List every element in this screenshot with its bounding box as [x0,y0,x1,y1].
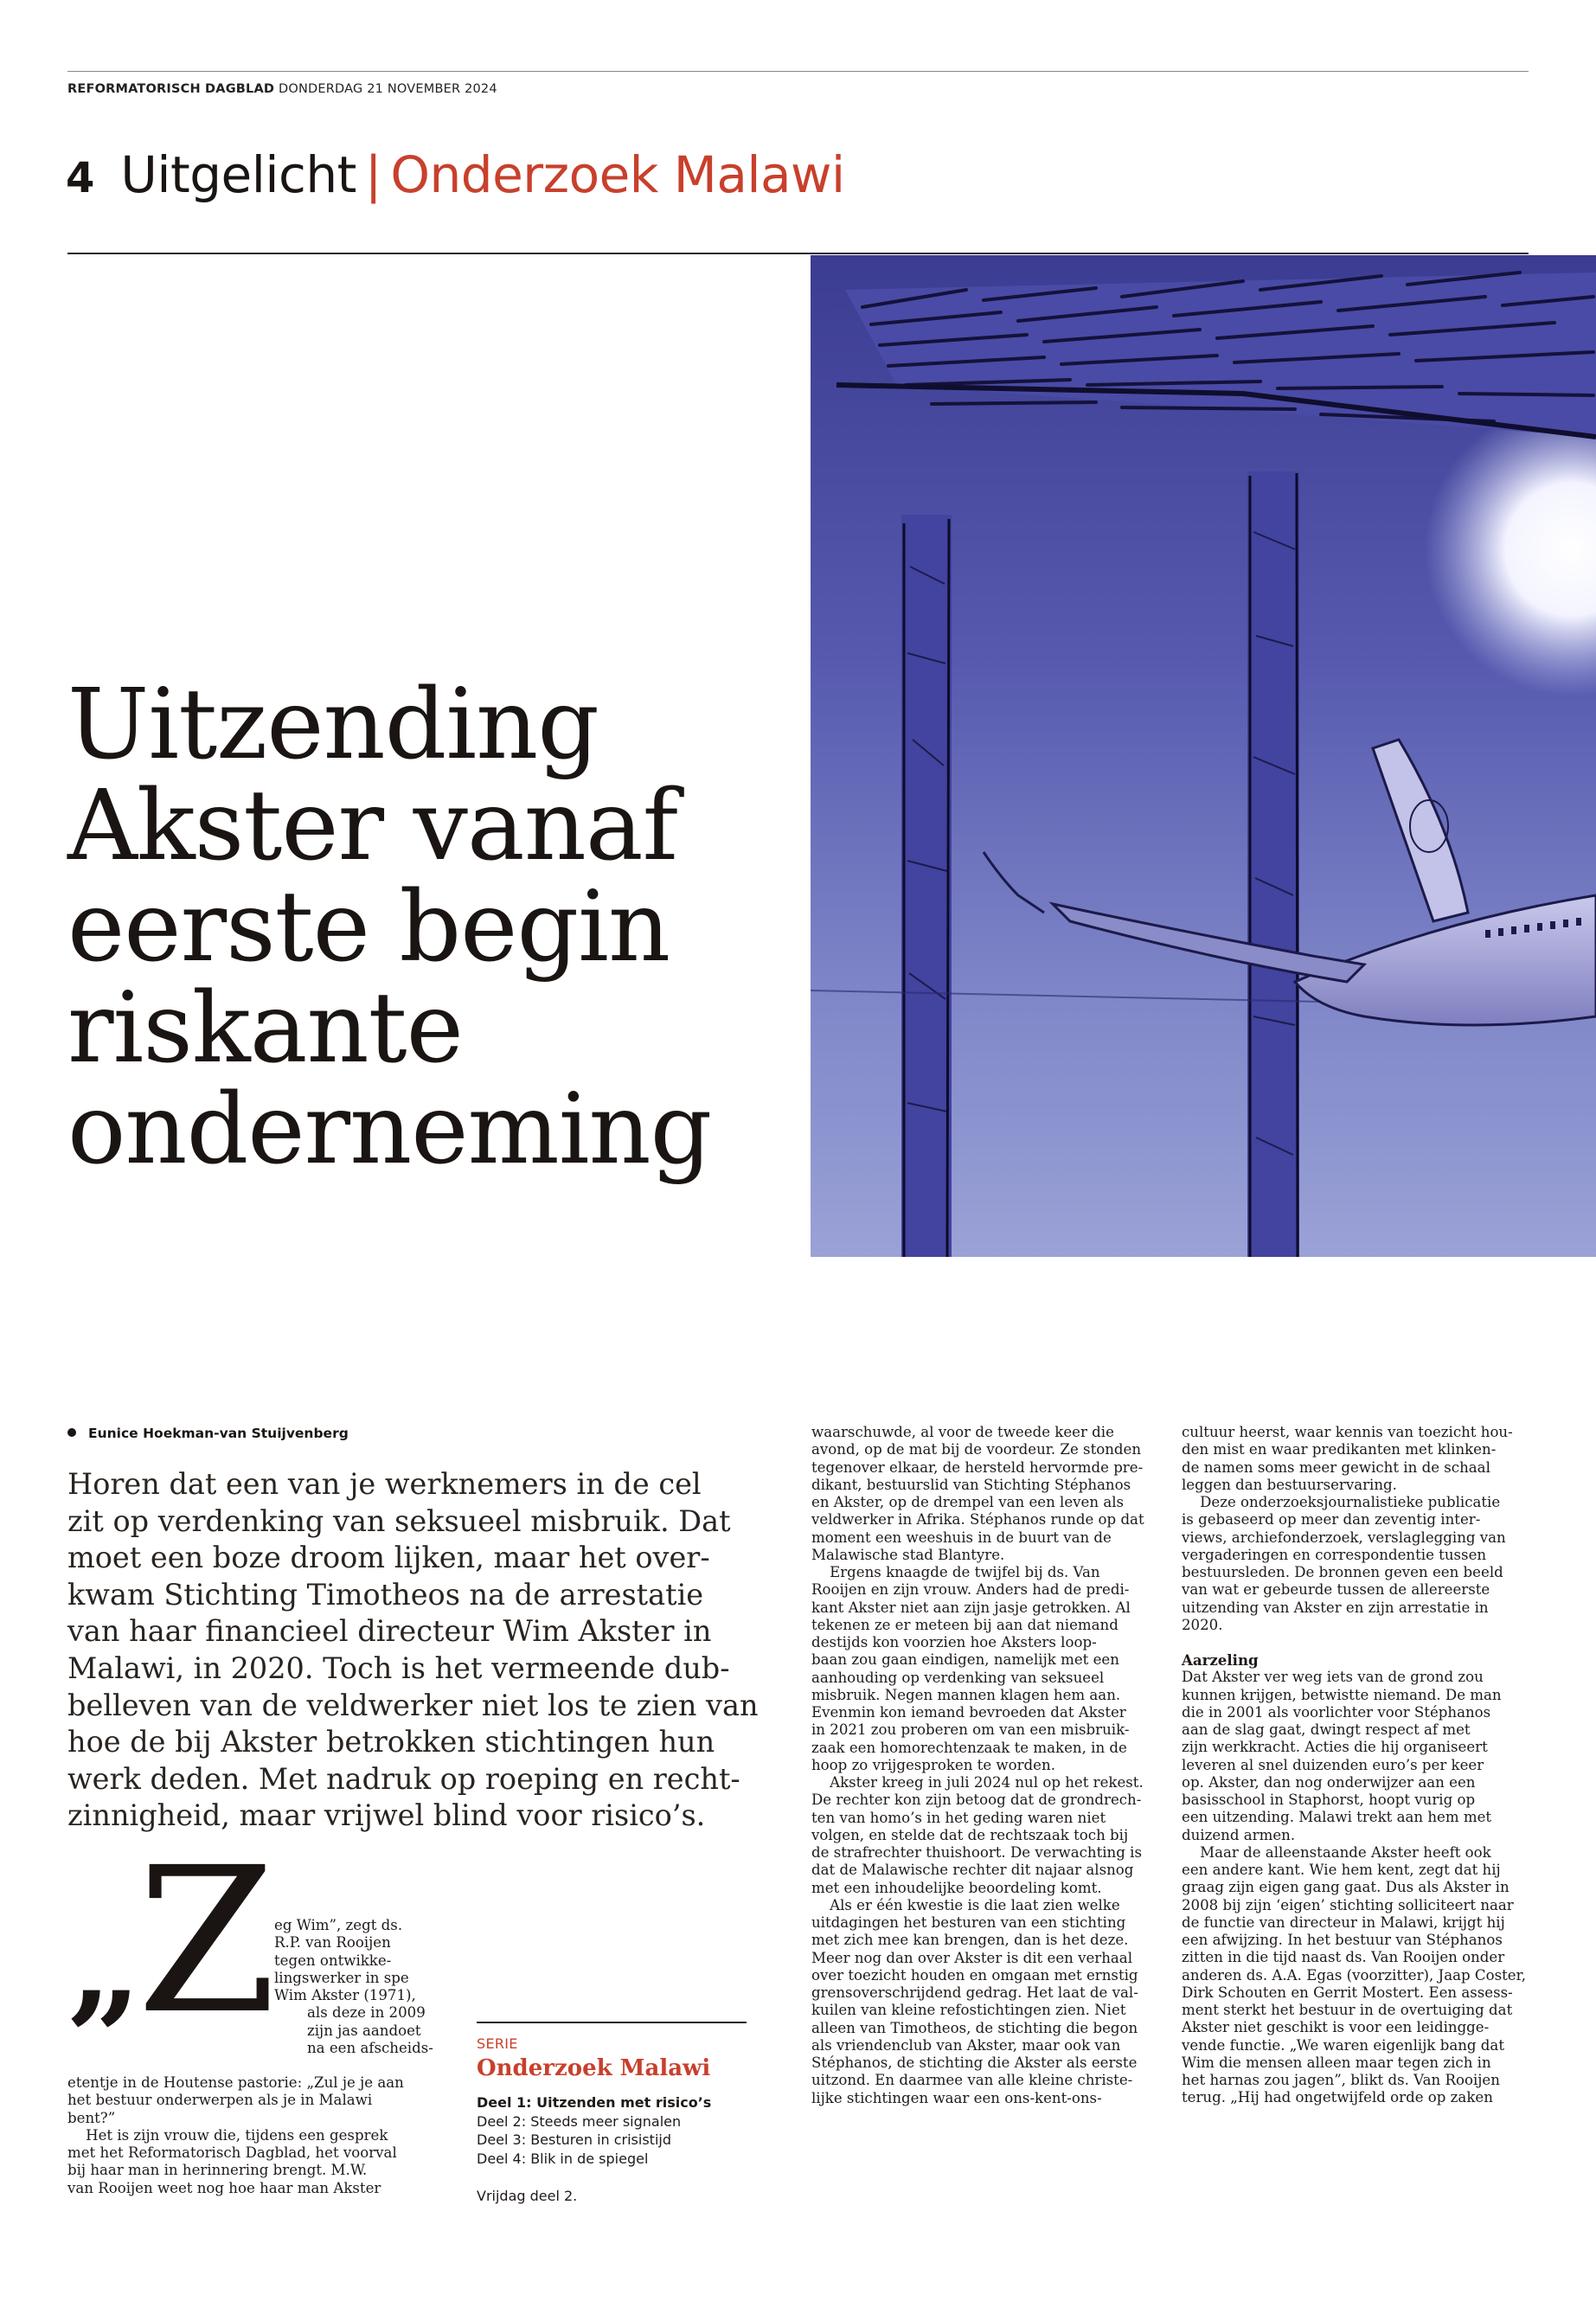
author-name: Eunice Hoekman-van Stuijvenberg [88,1426,349,1441]
body-line: zijn werkkracht. Acties die hij organiseert [1182,1739,1488,1756]
body-line: basisschool in Staphorst, hoopt vurig op [1182,1791,1476,1808]
body-line: avond, op de mat bij de voordeur. Ze stonden [811,1441,1142,1458]
body-line: lijke stichtingen waar een ons-kent-ons- [811,2089,1102,2106]
body-line: tekenen ze er meteen bij aan dat niemand [811,1616,1118,1633]
byline-bullet-icon [67,1428,76,1437]
body-line: anderen ds. A.A. Egas (voorzitter), Jaap Coster, [1182,1966,1526,1984]
body-line: Rooijen en zijn vrouw. Anders had de predi- [811,1581,1130,1599]
series-part: Deel 3: Besturen in crisistijd [477,2131,671,2148]
body-column-1-top [274,1917,433,2057]
issue-date: DONDERDAG 21 NOVEMBER 2024 [278,82,497,96]
body-line: vergaderingen en correspondentie tussen [1182,1546,1487,1563]
body-column-1-bottom [67,2074,404,2197]
body-line: Wim die mensen alleen maar tegen zich in [1182,2054,1491,2071]
body-line: een afwijzing. In het bestuur van Stéphanos [1182,1932,1503,1948]
section-name: Uitgelicht [120,145,356,204]
body-line: misbruik. Negen mannen klagen hem aan. [811,1686,1121,1703]
body-line: over toezicht houden en omgaan met ernstig [811,1966,1138,1984]
body-line: bij haar man in herinnering brengt. M.W. [67,2162,368,2179]
body-line: vende functie. „We waren eigenlijk bang dat [1182,2036,1504,2054]
subheading: Aarzeling [1182,1651,1259,1669]
headline-line: riskante [67,972,463,1085]
body-line: aanhouding op verdenking van seksueel [811,1669,1105,1686]
headline-line: Uitzending [67,669,599,781]
body-line: etentje in de Houtense pastorie: „Zul je je aan [67,2074,404,2091]
body-line: waarschuwde, al voor de tweede keer die [811,1424,1114,1440]
body-line: ten van homo’s in het geding waren niet [811,1809,1106,1826]
body-line: dikant, bestuurslid van Stichting Stéphanos [811,1476,1131,1493]
body-line: lingswerker in spe [274,1969,409,1986]
body-line: van wat er gebeurde tussen de allereerste [1182,1581,1490,1599]
headline-line: Akster vanaf [67,770,678,882]
lead-line: van haar financieel directeur Wim Akster in [67,1614,712,1649]
lead-line: belleven van de veldwerker niet los te zien van [67,1688,759,1722]
body-line: Deze onderzoeksjournalistieke publicatie [1182,1494,1501,1510]
body-line: is gebaseerd op meer dan zeventig inter- [1182,1511,1481,1529]
series-label: SERIE [477,2035,518,2052]
body-line: duizend armen. [1182,1826,1296,1843]
body-line: Meer nog dan over Akster is dit een verhaal [811,1949,1133,1966]
body-line: de functie van directeur in Malawi, krijgt hij [1182,1913,1505,1931]
body-line: het harnas zou jagen”, blikt ds. Van Rooijen [1182,2072,1500,2088]
drop-cap-quote: „ [67,1889,143,2041]
body-line: Stéphanos, de stichting die Akster als eerste [811,2054,1138,2071]
body-line: tegenover elkaar, de hersteld hervormde pre- [811,1458,1144,1476]
body-line: De rechter kon zijn betoog dat de grondrech- [811,1791,1142,1809]
body-line: leveren al snel duizenden euro’s per keer [1182,1756,1484,1773]
body-line: Wim Akster (1971), [274,1987,416,2003]
body-column-4 [1182,1424,1526,2107]
body-line: in 2021 zou proberen om van een misbruik- [811,1721,1130,1739]
body-line: kant Akster niet aan zijn jasje getrokken. Al [811,1599,1131,1616]
body-line: eg Wim”, zegt ds. [274,1917,403,1933]
body-line: R.P. van Rooijen [274,1934,391,1952]
body-line: uitdagingen het besturen van een stichting [811,1914,1126,1931]
body-line: uitzending van Akster en zijn arrestatie in [1182,1599,1489,1616]
drop-cap [67,1824,277,2058]
body-line: Akster niet geschikt is voor een leidingge- [1182,2019,1490,2036]
body-column-3 [811,1424,1144,2107]
body-line: tegen ontwikke- [274,1952,392,1969]
section-header [66,145,845,204]
body-line: moment een weeshuis in de buurt van de [811,1529,1112,1546]
lead-line: Horen dat een van je werknemers in de cel [67,1467,702,1501]
body-line: Ergens knaagde de twijfel bij ds. Van [811,1564,1100,1580]
body-line: ment sterkt het bestuur in de overtuiging dat [1182,2002,1513,2018]
headline-line: onderneming [67,1074,712,1186]
body-line: na een afscheids- [307,2039,433,2056]
body-line: bent?” [67,2109,116,2126]
body-line: een andere kant. Wie hem kent, zegt dat hij [1182,1862,1501,1878]
series-parts [477,2093,747,2168]
series-next: Vrijdag deel 2. [477,2188,578,2204]
body-line: dat de Malawische rechter dit najaar alsnog [811,1862,1134,1879]
body-line: aan de slag gaat, dwingt respect af met [1182,1721,1471,1738]
drop-cap-letter: Z [137,1824,277,2058]
lead-line: zinnigheid, maar vrijwel blind voor risico’s. [67,1798,706,1833]
headline-line: eerste begin [67,871,670,984]
lead-paragraph [67,1466,760,1835]
body-line: 2008 bij zijn ‘eigen’ stichting solliciteert naar [1182,1896,1514,1913]
body-line: het bestuur onderwerpen als je in Malawi [67,2092,373,2109]
body-line: als deze in 2009 [307,2004,426,2022]
body-line: zitten in die tijd naast ds. Van Rooijen onder [1182,1949,1505,1966]
series-part-current: Deel 1: Uitzenden met risico’s [477,2094,712,2111]
body-line: als vriendenclub van Akster, maar ook van [811,2036,1121,2054]
lead-line: moet een boze droom lijken, maar het over- [67,1541,710,1575]
section-topic: Onderzoek Malawi [390,145,845,204]
body-line: alleen van Timotheos, de stichting die begon [811,2019,1138,2036]
body-line: Akster kreeg in juli 2024 nul op het rekest. [811,1774,1144,1791]
body-line: grensoverschrijdend gedrag. Het laat de val- [811,1984,1138,2001]
body-line: zaak een homorechtenzaak te maken, in de [811,1739,1127,1756]
body-line: baan zou gaan eindigen, namelijk met een [811,1651,1119,1669]
headline [67,669,794,1186]
body-line: op. Akster, dan nog onderwijzer aan een [1182,1773,1476,1791]
lead-line: kwam Stichting Timotheos na de arrestatie [67,1577,704,1612]
body-line: kuilen van kleine refostichtingen zien. Niet [811,2002,1126,2019]
body-line: leggen dan bestuurservaring. [1182,1476,1397,1493]
section-rule [67,253,1529,254]
body-line: Dirk Schouten en Gerrit Mostert. Een assess- [1182,1984,1513,2001]
body-line: kunnen krijgen, betwistte niemand. De man [1182,1686,1502,1703]
body-line: Dat Akster ver weg iets van de grond zou [1182,1669,1484,1686]
series-rule [477,2022,747,2023]
newspaper-name: REFORMATORISCH DAGBLAD [67,82,275,96]
body-line: Het is zijn vrouw die, tijdens een gesprek [67,2126,388,2144]
body-line: hoop zo vrijgesproken te worden. [811,1756,1055,1773]
body-line: met zich mee kan brengen, dan is het deze. [811,1932,1129,1949]
body-line: met het Reformatorisch Dagblad, het voorval [67,2144,397,2161]
body-line: terug. „Hij had ongetwijfeld orde op zaken [1182,2089,1493,2106]
byline [67,1426,349,1441]
body-line: een uitzending. Malawi trekt aan hem met [1182,1809,1492,1826]
series-box [477,2022,747,2204]
illustration-airport-airplane [811,255,1596,1257]
body-line: Malawische stad Blantyre. [811,1546,1005,1563]
body-line: van Rooijen weet nog hoe haar man Akster [67,2179,381,2196]
body-line: graag zijn eigen gang gaat. Dus als Akster in [1182,1879,1509,1896]
body-line: destijds kon voorzien hoe Aksters loop- [811,1634,1097,1650]
lead-line: Malawi, in 2020. Toch is het vermeende dub- [67,1650,730,1685]
masthead [67,82,497,96]
body-line: de strafrechter thuishoort. De verwachting is [811,1844,1142,1861]
series-title: Onderzoek Malawi [477,2055,711,2081]
lead-line: werk deden. Met nadruk op roeping en recht- [67,1761,740,1796]
body-line: de namen soms meer gewicht in de schaal [1182,1458,1490,1476]
body-line: volgen, en stelde dat de rechtszaak toch bij [811,1826,1129,1843]
body-line: die in 2001 als voorlichter voor Stéphanos [1182,1703,1491,1721]
masthead-top-rule [67,71,1529,72]
body-line: views, archiefonderzoek, verslaglegging van [1182,1529,1506,1546]
lead-line: hoe de bij Akster betrokken stichtingen hun [67,1725,715,1759]
body-line: en Akster, op de drempel van een leven als [811,1494,1125,1510]
lead-line: zit op verdenking van seksueel misbruik. Dat [67,1503,731,1538]
body-line: 2020. [1182,1616,1223,1633]
section-separator: | [364,145,382,204]
body-line: Evenmin kon iemand bevroeden dat Akster [811,1704,1126,1721]
body-line: cultuur heerst, waar kennis van toezicht hou- [1182,1424,1513,1440]
body-line: zijn jas aandoet [307,2022,421,2039]
series-part: Deel 4: Blik in de spiegel [477,2150,649,2167]
body-line: den mist en waar predikanten met klinken- [1182,1441,1497,1458]
body-line: Als er één kwestie is die laat zien welke [811,1896,1120,1913]
body-line: Maar de alleenstaande Akster heeft ook [1182,1843,1491,1861]
page-number: 4 [66,154,95,202]
body-line: veldwerker in Afrika. Stéphanos runde op dat [811,1511,1144,1529]
series-part: Deel 2: Steeds meer signalen [477,2112,682,2130]
body-line: bestuursleden. De bronnen geven een beeld [1182,1564,1503,1580]
body-line: met een inhoudelijke beoordeling komt. [811,1879,1102,1896]
body-line: uitzond. En daarmee van alle kleine christe- [811,2072,1133,2089]
